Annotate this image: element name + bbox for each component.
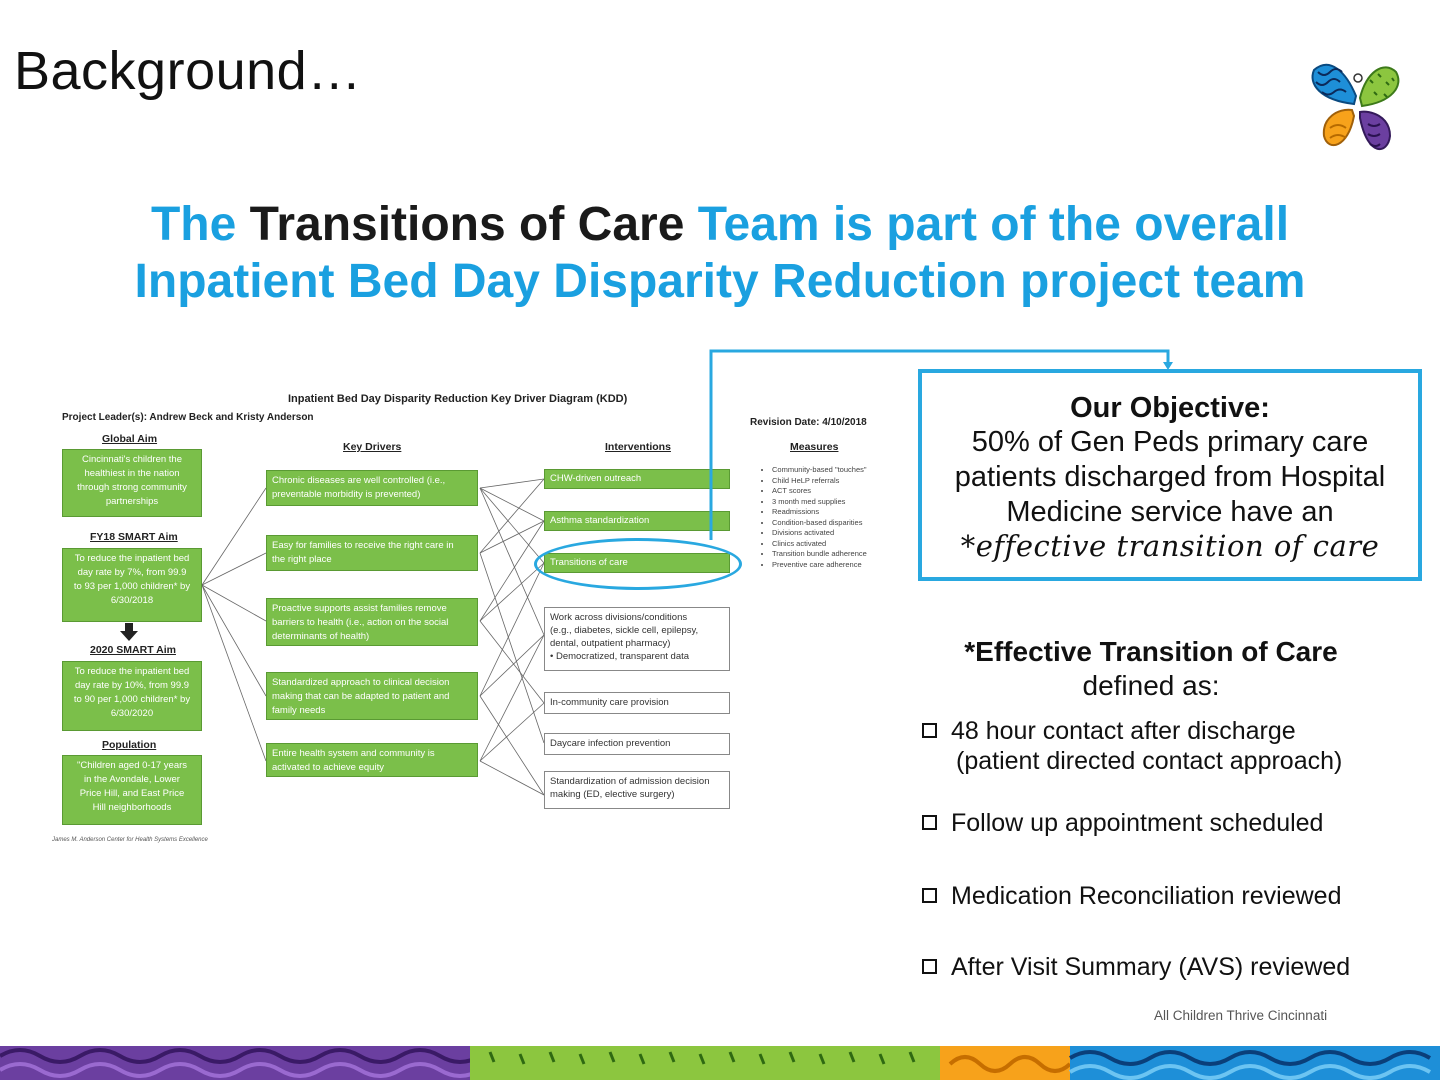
- fy18-aim-line: To reduce the inpatient bed: [74, 553, 190, 564]
- kdd-header-global-aim: Global Aim: [102, 433, 158, 445]
- measure-item: • Readmissions: [772, 507, 867, 518]
- kdd-header-key-drivers: Key Drivers: [343, 441, 402, 453]
- kdd-header-population: Population: [102, 739, 157, 751]
- headline-line2: Inpatient Bed Day Disparity Reduction project team: [134, 255, 1306, 308]
- population-box: [62, 755, 202, 825]
- population-line: in the Avondale, Lower: [84, 774, 180, 785]
- key-driver-line: activated to achieve equity: [272, 762, 384, 773]
- slide-title: Background…: [14, 41, 362, 101]
- checkbox-icon: [922, 888, 937, 903]
- kdd-header-interventions: Interventions: [605, 441, 671, 453]
- intervention-box: Asthma standardization: [544, 511, 730, 531]
- intervention-line: • Democratized, transparent data: [550, 651, 690, 662]
- objective-box: [918, 369, 1422, 581]
- intervention-line: making (ED, elective surgery): [550, 789, 675, 800]
- population-line: Hill neighborhoods: [92, 802, 172, 813]
- kdd-header-fy18: FY18 SMART Aim: [90, 531, 178, 543]
- butterfly-logo: [1308, 52, 1404, 164]
- highlight-ellipse: [534, 538, 742, 590]
- key-driver-line: family needs: [272, 705, 326, 716]
- key-driver-line: determinants of health): [272, 631, 370, 642]
- key-driver-diagram: [50, 385, 890, 855]
- objective-title: Our Objective:: [1070, 392, 1270, 424]
- kdd-header-measures: Measures: [790, 441, 839, 453]
- objective-emphasis: *effective transition of care: [960, 529, 1380, 563]
- checklist-item-text: Medication Reconciliation reviewed: [951, 882, 1342, 910]
- key-driver-line: Standardized approach to clinical decision: [272, 677, 450, 688]
- intervention-in-community-box: In-community care provision: [544, 692, 730, 714]
- key-driver-box: [266, 535, 478, 571]
- checklist-item-text: 48 hour contact after discharge: [951, 717, 1296, 745]
- fy18-aim-line: 6/30/2018: [110, 595, 154, 606]
- key-driver-line: the right place: [272, 554, 332, 565]
- objective-line: 50% of Gen Peds primary care: [971, 426, 1369, 458]
- kdd-title: Inpatient Bed Day Disparity Reduction Key Driver Diagram (KDD): [288, 393, 628, 405]
- aim-2020-box: [62, 661, 202, 731]
- checkbox-icon: [922, 959, 937, 974]
- measure-item: • Preventive care adherence: [772, 560, 867, 571]
- key-driver-line: preventable morbidity is prevented): [272, 489, 421, 500]
- intervention-transitions-of-care: Transitions of care: [544, 553, 730, 573]
- checklist-item: [922, 881, 1341, 911]
- intervention-standardization-box: [544, 771, 730, 809]
- intervention-box: CHW-driven outreach: [544, 469, 730, 489]
- definition-title-line2: defined as:: [1082, 670, 1220, 701]
- measure-item: • 3 month med supplies: [772, 497, 867, 508]
- checklist-item: [922, 808, 1323, 838]
- global-aim-line: healthiest in the nation: [84, 468, 180, 479]
- intervention-line: Standardization of admission decision: [550, 776, 710, 787]
- key-driver-line: barriers to health (i.e., action on the social: [272, 617, 449, 628]
- aim-2020-line: to 90 per 1,000 children* by: [73, 694, 191, 705]
- kdd-credit: James M. Anderson Center for Health Systems Excellence: [52, 837, 208, 843]
- key-driver-box: [266, 598, 478, 646]
- measure-item: • Clinics activated: [772, 539, 867, 550]
- checkbox-icon: [922, 815, 937, 830]
- intervention-daycare-box: Daycare infection prevention: [544, 733, 730, 755]
- objective-line: Medicine service have an: [1006, 496, 1334, 528]
- global-aim-line: Cincinnati's children the: [81, 454, 183, 465]
- kdd-project-leaders: Project Leader(s): Andrew Beck and Kristy Anderson: [62, 412, 314, 423]
- key-driver-line: Proactive supports assist families remove: [272, 603, 447, 614]
- arrow-down-icon: [120, 623, 138, 641]
- measure-item: • ACT scores: [772, 486, 867, 497]
- population-line: "Children aged 0-17 years: [76, 760, 188, 771]
- checklist-item: [922, 716, 1342, 776]
- intervention-line: (e.g., diabetes, sickle cell, epilepsy,: [550, 625, 699, 636]
- fy18-aim-line: to 93 per 1,000 children* by: [73, 581, 191, 592]
- intervention-line: dental, outpatient pharmacy): [550, 638, 671, 649]
- headline-team-name: Transitions of Care: [249, 198, 685, 251]
- aim-2020-line: To reduce the inpatient bed: [74, 666, 190, 677]
- checklist-item: [922, 952, 1350, 982]
- intervention-work-across-box: [544, 607, 730, 671]
- global-aim-line: through strong community: [77, 482, 187, 493]
- key-driver-line: Easy for families to receive the right care in: [272, 540, 454, 551]
- aim-2020-line: day rate by 10%, from 99.9: [74, 680, 190, 691]
- measure-item: • Community-based "touches": [772, 465, 867, 476]
- checklist-item-text: Follow up appointment scheduled: [951, 809, 1324, 837]
- footer-text: All Children Thrive Cincinnati: [1154, 1008, 1328, 1023]
- decorative-color-band: [0, 1046, 1440, 1080]
- headline: [40, 196, 1400, 310]
- key-driver-line: Chronic diseases are well controlled (i.e.,: [272, 475, 446, 486]
- intervention-line: Work across divisions/conditions: [550, 612, 688, 623]
- key-driver-box: [266, 470, 478, 506]
- definition-title: [918, 635, 1384, 703]
- key-driver-line: Entire health system and community is: [272, 748, 435, 759]
- key-driver-line: making that can be adapted to patient and: [272, 691, 450, 702]
- measure-item: • Condition-based disparities: [772, 518, 867, 529]
- measure-item: • Transition bundle adherence: [772, 549, 867, 560]
- checkbox-icon: [922, 723, 937, 738]
- fy18-aim-line: day rate by 7%, from 99.9: [77, 567, 187, 578]
- objective-line: patients discharged from Hospital: [954, 461, 1386, 493]
- kdd-header-2020: 2020 SMART Aim: [90, 644, 176, 656]
- checklist-item-text: After Visit Summary (AVS) reviewed: [951, 953, 1351, 981]
- headline-rest: Team is part of the overall: [684, 198, 1290, 251]
- kdd-revision-date: Revision Date: 4/10/2018: [750, 417, 867, 428]
- measure-item: • Divisions activated: [772, 528, 867, 539]
- aim-2020-line: 6/30/2020: [110, 708, 154, 719]
- measure-item: • Child HeLP referrals: [772, 476, 867, 487]
- global-aim-line: partnerships: [105, 496, 159, 507]
- measures-list: [762, 465, 867, 570]
- population-line: Price Hill, and East Price: [79, 788, 185, 799]
- key-driver-box: [266, 743, 478, 777]
- headline-the: The: [150, 198, 250, 251]
- checklist-item-subtext: (patient directed contact approach): [956, 747, 1343, 775]
- key-driver-box: [266, 672, 478, 720]
- fy18-aim-box: [62, 548, 202, 622]
- global-aim-box: [62, 449, 202, 517]
- definition-title-line1: *Effective Transition of Care: [964, 636, 1338, 667]
